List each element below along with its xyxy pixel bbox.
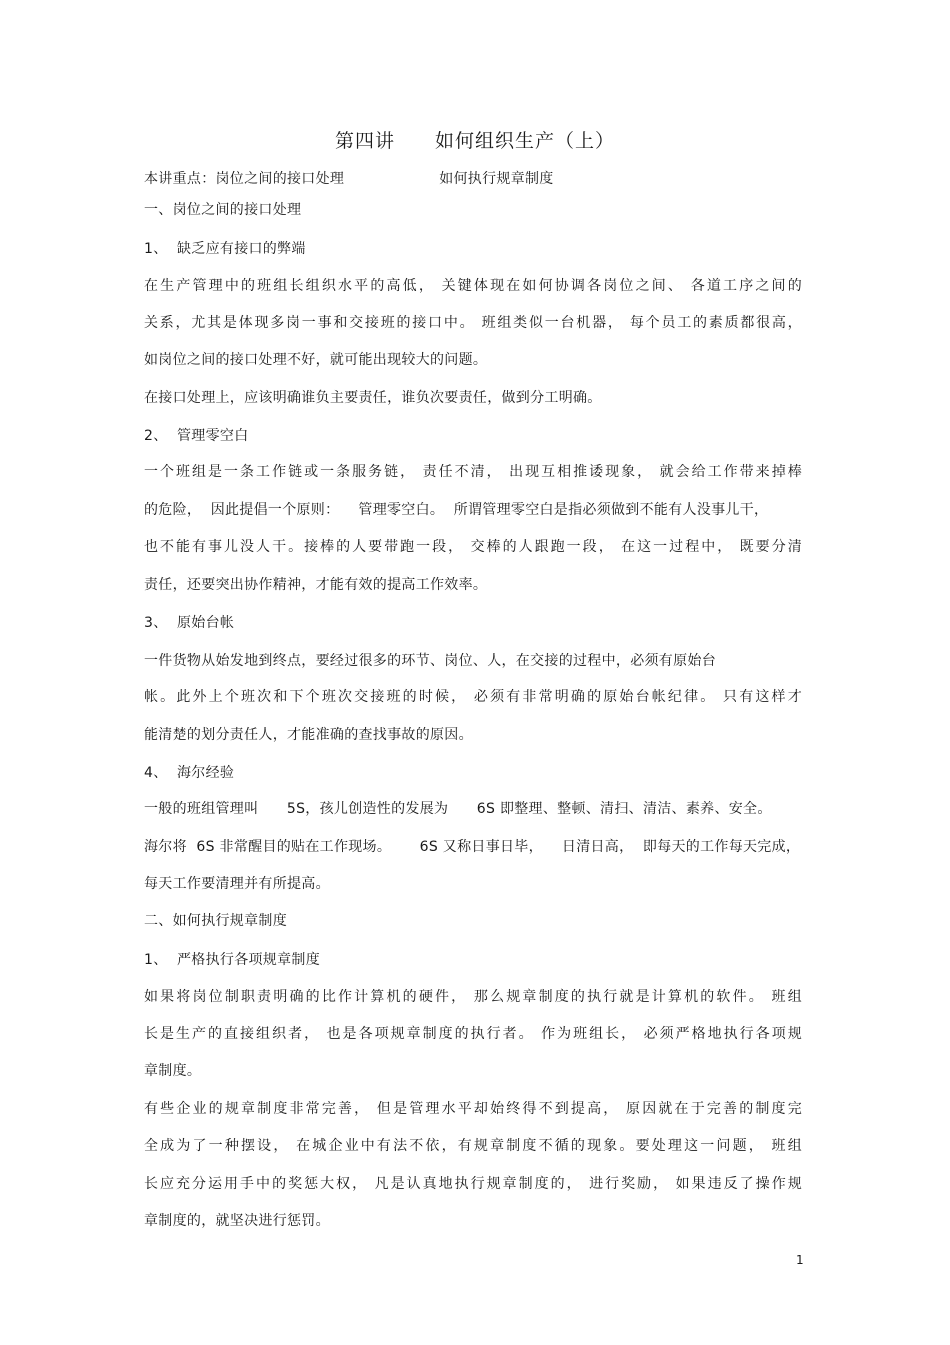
- paragraph-line: 责任，还要突出协作精神，才能有效的提高工作效率。: [144, 577, 488, 593]
- paragraph-line: 长是生产的直接组织者， 也是各项规章制度的执行者。 作为班组长， 必须严格地执行各项规: [144, 1026, 802, 1042]
- paragraph-line: 有些企业的规章制度非常完善， 但是管理水平却始终得不到提高， 原因就在于完善的制度完: [144, 1101, 802, 1117]
- paragraph-line: 章制度的，就坚决进行惩罚。: [144, 1213, 330, 1229]
- subheading-1-2: 2、 管理零空白: [144, 428, 249, 444]
- paragraph-line: 如果将岗位制职责明确的比作计算机的硬件， 那么规章制度的执行就是计算机的软件。 班组: [144, 989, 802, 1005]
- lecture-focus: 本讲重点：岗位之间的接口处理 如何执行规章制度: [144, 171, 554, 187]
- paragraph-line: 一件货物从始发地到终点，要经过很多的环节、岗位、人，在交接的过程中，必须有原始台: [144, 653, 716, 669]
- subheading-2-1: 1、 严格执行各项规章制度: [144, 952, 321, 968]
- paragraph-line: 帐。此外上个班次和下个班次交接班的时候， 必须有非常明确的原始台帐纪律。 只有这样才: [144, 689, 802, 705]
- paragraph-line: 长应充分运用手中的奖惩大权， 凡是认真地执行规章制度的， 进行奖励， 如果违反了操作规: [144, 1176, 802, 1192]
- paragraph-line: 关系，尤其是体现多岗一事和交接班的接口中。 班组类似一台机器， 每个员工的素质都很高，: [144, 315, 802, 331]
- paragraph-line: 也不能有事儿没人干。接棒的人要带跑一段， 交棒的人跟跑一段， 在这一过程中， 既要分清: [144, 539, 802, 555]
- paragraph-line: 每天工作要清理并有所提高。: [144, 876, 330, 892]
- subheading-1-3: 3、 原始台帐: [144, 615, 235, 631]
- subheading-1-4: 4、 海尔经验: [144, 765, 235, 781]
- section-heading-2: 二、如何执行规章制度: [144, 913, 287, 929]
- section-heading-1: 一、岗位之间的接口处理: [144, 202, 302, 218]
- paragraph-line: 如岗位之间的接口处理不好，就可能出现较大的问题。: [144, 352, 488, 368]
- subheading-1-1: 1、 缺乏应有接口的弊端: [144, 241, 306, 257]
- paragraph-line: 在接口处理上，应该明确谁负主要责任，谁负次要责任，做到分工明确。: [144, 390, 602, 406]
- page-number: 1: [796, 1253, 804, 1267]
- paragraph-line: 章制度。: [144, 1063, 202, 1079]
- paragraph-line: 海尔将 6S 非常醒目的贴在工作现场。 6S 又称日事日毕， 日清日高， 即每天的工作每天完成，: [144, 839, 801, 855]
- paragraph-line: 一个班组是一条工作链或一条服务链， 责任不清， 出现互相推诿现象， 就会给工作带来掉棒: [144, 464, 802, 480]
- paragraph-line: 在生产管理中的班组长组织水平的高低， 关键体现在如何协调各岗位之间、 各道工序之间的: [144, 278, 802, 294]
- paragraph-line: 全成为了一种摆设， 在城企业中有法不依，有规章制度不循的现象。要处理这一问题， 班组: [144, 1138, 802, 1154]
- page-title: 第四讲 如何组织生产（上）: [334, 130, 615, 152]
- paragraph-line: 的危险， 因此提倡一个原则： 管理零空白。 所谓管理零空白是指必须做到不能有人没事儿干，: [144, 502, 769, 518]
- paragraph-line: 能清楚的划分责任人，才能准确的查找事故的原因。: [144, 727, 473, 743]
- paragraph-line: 一般的班组管理叫 5S，孩儿创造性的发展为 6S 即整理、整顿、清扫、清洁、素养、安全。: [144, 801, 772, 817]
